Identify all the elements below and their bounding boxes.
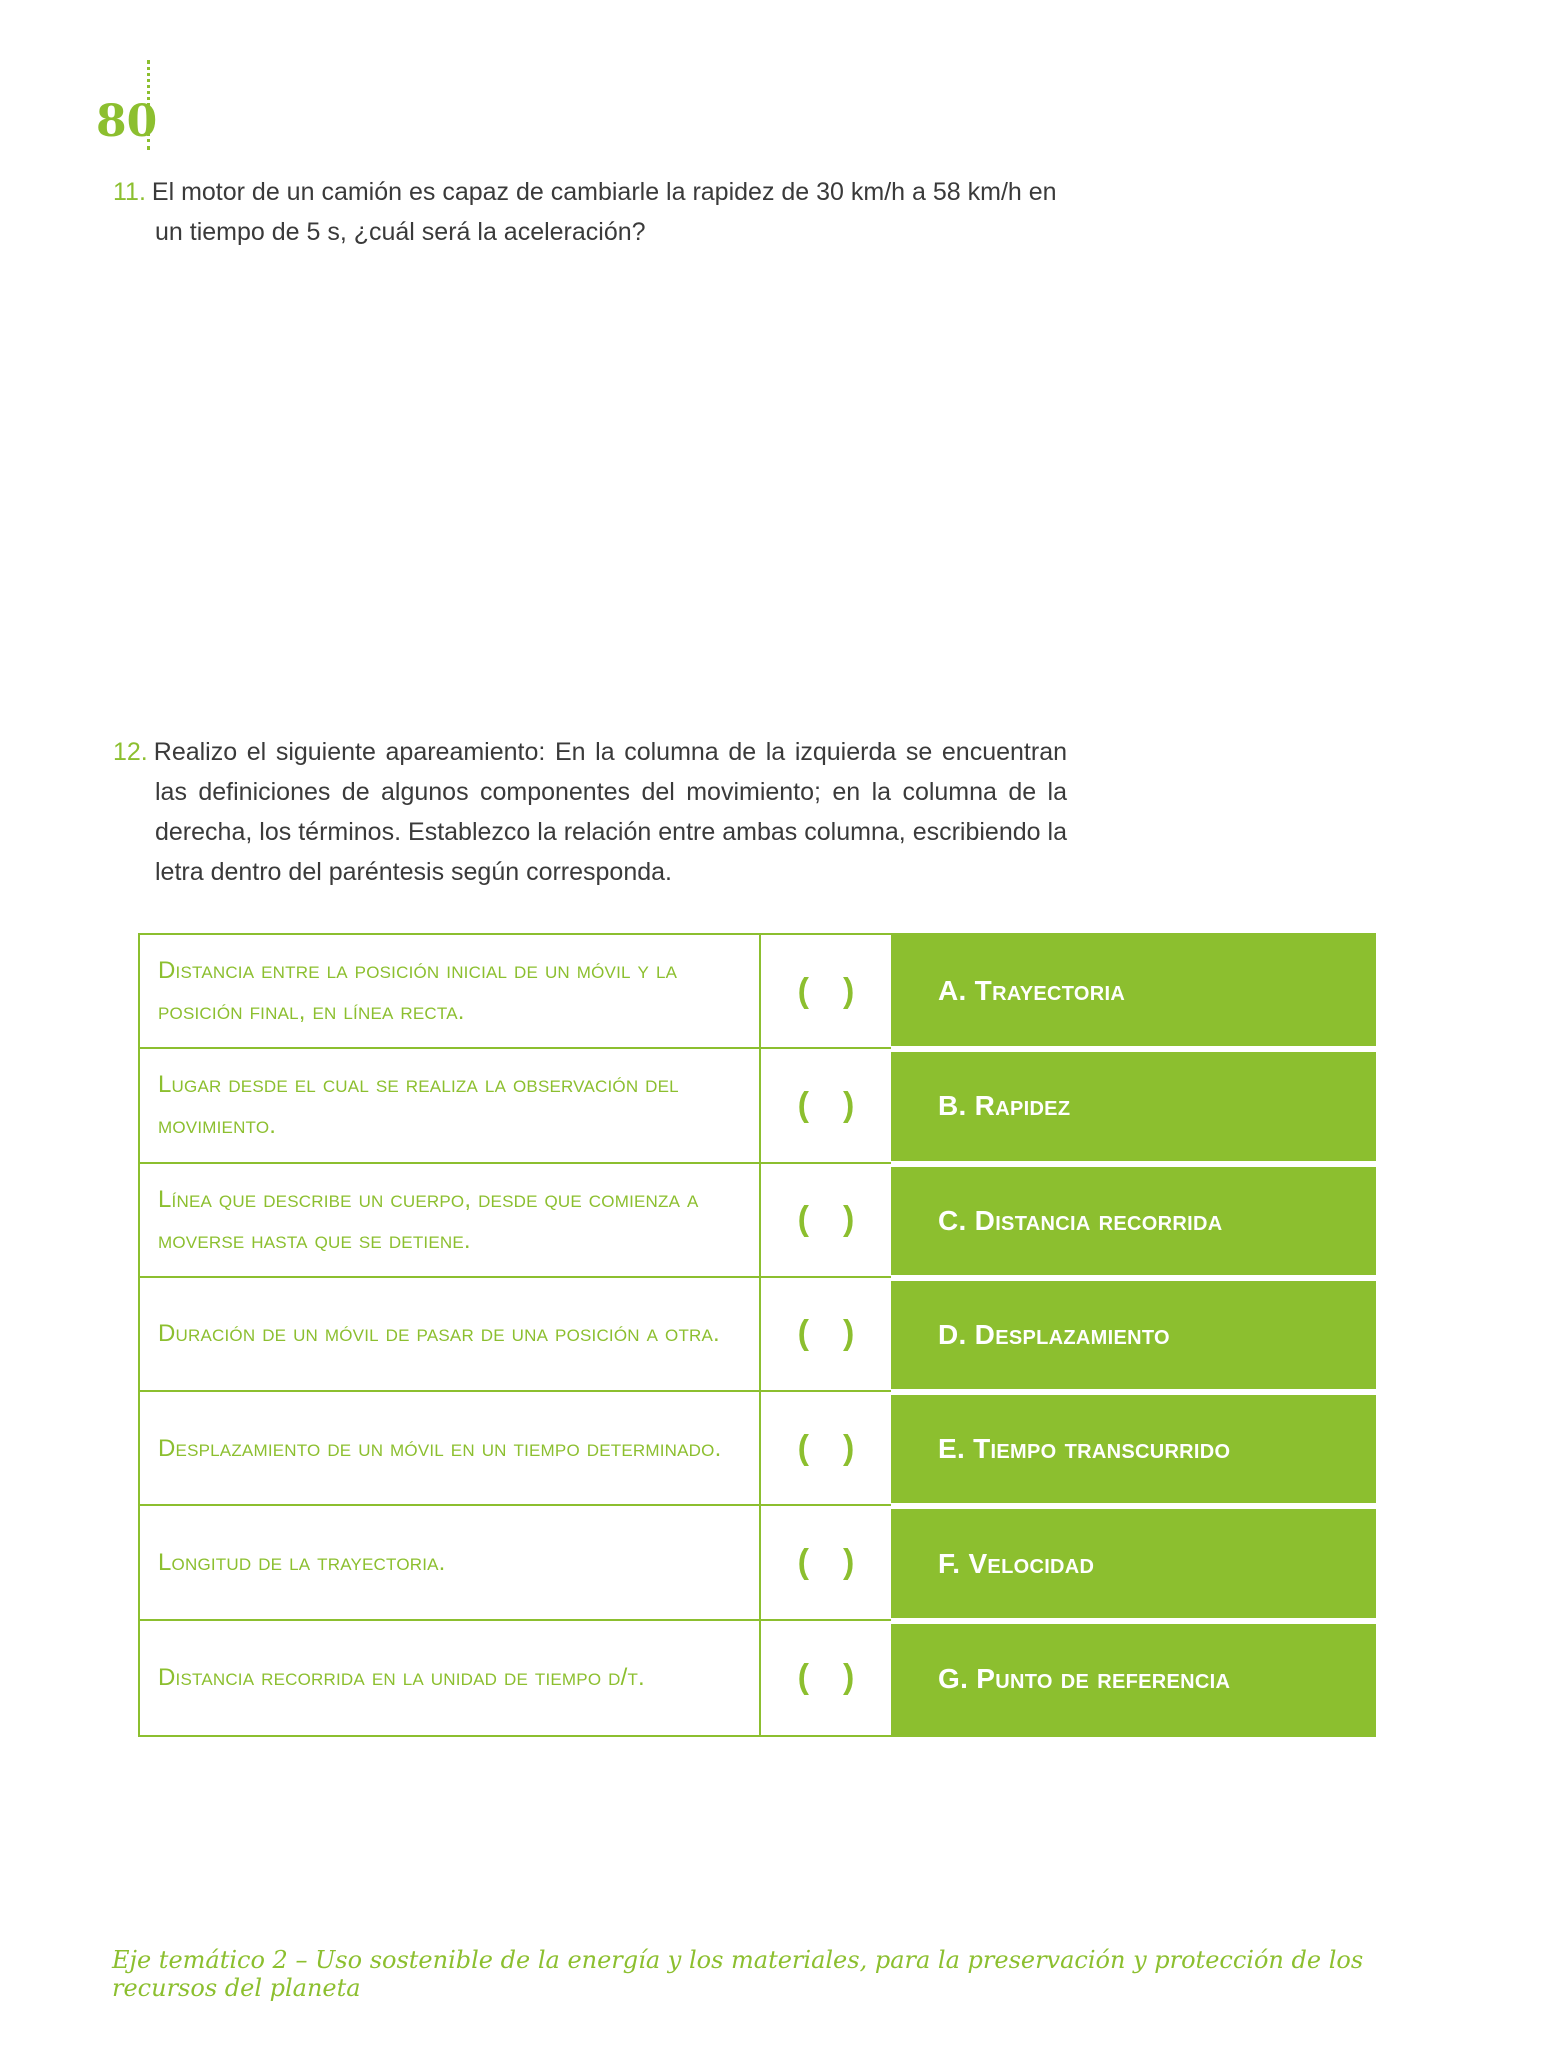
matching-row: [140, 1621, 1376, 1735]
paren-close: ): [843, 1200, 855, 1239]
definition-cell: Lugar desde el cual se realiza la observación del movimiento.: [140, 1049, 761, 1163]
paren-open: (: [797, 1658, 809, 1697]
answer-parentheses: [761, 1049, 891, 1163]
dotted-rule-divider: [147, 60, 150, 150]
question-11: [113, 172, 1067, 252]
term-cell: G. Punto de referencia: [891, 1621, 1376, 1735]
paren-open: (: [797, 1314, 809, 1353]
matching-row: [140, 1164, 1376, 1278]
paren-close: ): [843, 1428, 855, 1467]
paren-close: ): [843, 1085, 855, 1124]
paren-open: (: [797, 1428, 809, 1467]
definition-cell: Desplazamiento de un móvil en un tiempo determinado.: [140, 1392, 761, 1506]
paren-open: (: [797, 1200, 809, 1239]
matching-row: [140, 1049, 1376, 1163]
answer-parentheses: [761, 1278, 891, 1392]
question-12-text: Realizo el siguiente apareamiento: En la columna de la izquierda se encuentran las definiciones de algunos componentes del movimiento; en la columna de la derecha, los términos. Establezco la relación entre ambas columna, escribiendo la letra dentro del paréntesis según corresponda.: [153, 738, 1067, 886]
definition-cell: Duración de un móvil de pasar de una posición a otra.: [140, 1278, 761, 1392]
answer-parentheses: [761, 1164, 891, 1278]
matching-row: [140, 1392, 1376, 1506]
paren-close: ): [843, 1658, 855, 1697]
matching-table: [138, 933, 1376, 1737]
term-cell: A. Trayectoria: [891, 935, 1376, 1049]
definition-cell: Línea que describe un cuerpo, desde que comienza a moverse hasta que se detiene.: [140, 1164, 761, 1278]
question-12-number: 12.: [113, 738, 148, 766]
question-11-text: El motor de un camión es capaz de cambiarle la rapidez de 30 km/h a 58 km/h en un tiempo de 5 s, ¿cuál será la aceleración?: [151, 178, 1057, 246]
matching-row: [140, 1278, 1376, 1392]
term-cell: F. Velocidad: [891, 1506, 1376, 1620]
question-12: [113, 732, 1067, 892]
term-cell: E. Tiempo transcurrido: [891, 1392, 1376, 1506]
definition-cell: Distancia entre la posición inicial de un móvil y la posición final, en línea recta.: [140, 935, 761, 1049]
paren-open: (: [797, 1085, 809, 1124]
paren-open: (: [797, 971, 809, 1010]
footer-theme-line: Eje temático 2 – Uso sostenible de la energía y los materiales, para la preservación y protección de los recursos del planeta: [112, 1946, 1364, 2002]
term-cell: D. Desplazamiento: [891, 1278, 1376, 1392]
paren-open: (: [797, 1543, 809, 1582]
paren-close: ): [843, 1543, 855, 1582]
paren-close: ): [843, 971, 855, 1010]
answer-parentheses: [761, 1621, 891, 1735]
answer-parentheses: [761, 935, 891, 1049]
definition-cell: Distancia recorrida en la unidad de tiempo d/t.: [140, 1621, 761, 1735]
answer-parentheses: [761, 1392, 891, 1506]
answer-parentheses: [761, 1506, 891, 1620]
paren-close: ): [843, 1314, 855, 1353]
definition-cell: Longitud de la trayectoria.: [140, 1506, 761, 1620]
page-number: 80: [96, 96, 158, 147]
question-11-number: 11.: [113, 178, 146, 206]
matching-row: [140, 1506, 1376, 1620]
term-cell: B. Rapidez: [891, 1049, 1376, 1163]
term-cell: C. Distancia recorrida: [891, 1164, 1376, 1278]
matching-row: [140, 935, 1376, 1049]
